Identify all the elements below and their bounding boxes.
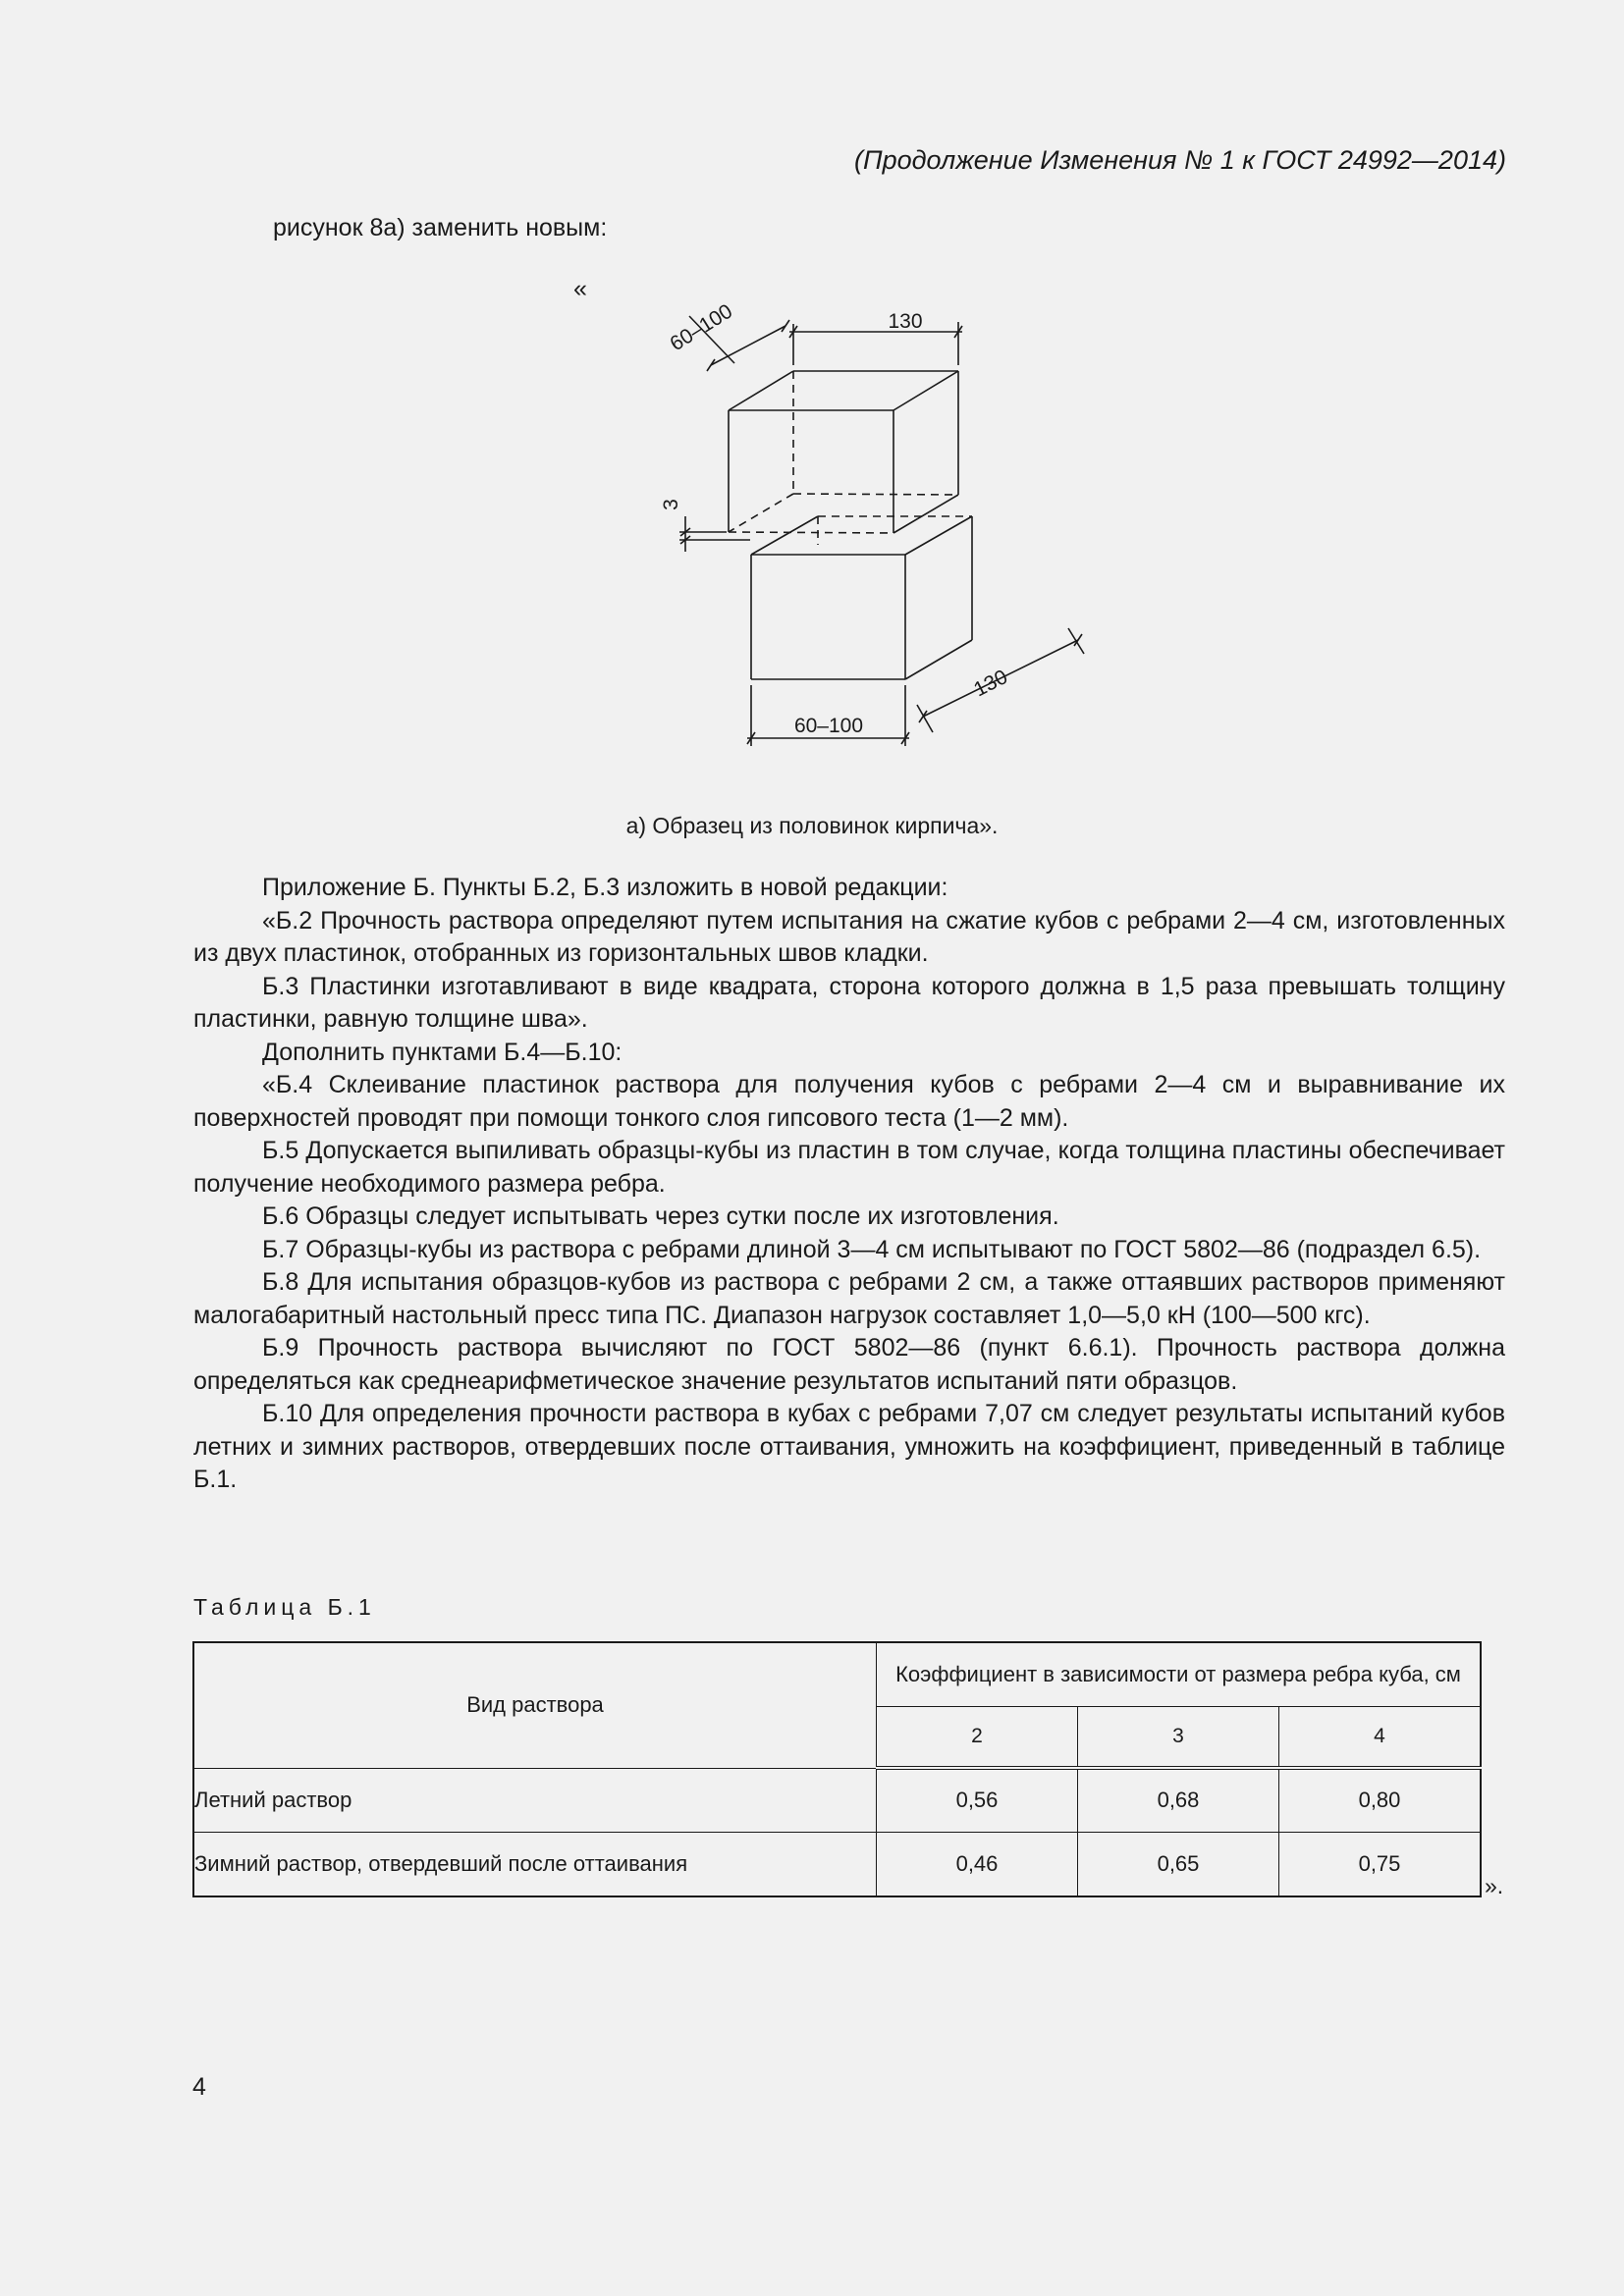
header-coefficient: Коэффициент в зависимости от размера ребра куба, см (877, 1642, 1482, 1707)
header-size-2: 2 (877, 1707, 1078, 1769)
dim-gap-lines (679, 516, 750, 552)
table-row (193, 1832, 1481, 1896)
dim-gap-label: 3 (660, 499, 682, 510)
header-size-3: 3 (1078, 1707, 1279, 1769)
paragraph: «Б.4 Склеивание пластинок раствора для получения кубов с ребрами 2—4 см и выравнивание их поверхностей проводят при помощи тонкого слоя гипсового теста (1—2 мм). (193, 1071, 1505, 1132)
coefficient-table-wrapper (192, 1641, 1482, 1897)
page-number: 4 (192, 2073, 206, 2101)
dim-top-depth-label: 60–100 (666, 299, 737, 356)
table-row (193, 1768, 1481, 1832)
cell-value: 0,56 (877, 1768, 1078, 1832)
cell-value: 0,80 (1279, 1768, 1482, 1832)
brick-specimen-figure (628, 294, 1119, 766)
cell-value: 0,75 (1279, 1832, 1482, 1896)
header-mortar-type: Вид раствора (193, 1642, 877, 1768)
dim-bottom-width-label: 60–100 (793, 715, 864, 737)
closing-quote: ». (1485, 1873, 1504, 1898)
intro-line: рисунок 8а) заменить новым: (273, 214, 608, 241)
row-label: Летний раствор (193, 1768, 877, 1832)
coefficient-table (192, 1641, 1482, 1897)
body-text (193, 872, 1505, 1497)
paragraph: Б.6 Образцы следует испытывать через сутки после их изготовления. (262, 1202, 1059, 1230)
lower-brick (751, 516, 972, 679)
document-header: (Продолжение Изменения № 1 к ГОСТ 24992—2014) (854, 145, 1506, 175)
header-size-4: 4 (1279, 1707, 1482, 1769)
dim-top-length-label: 130 (888, 310, 923, 333)
upper-brick (729, 371, 958, 533)
paragraph: Б.10 Для определения прочности раствора в кубах с ребрами 7,07 см следует результаты испытаний кубов летних и зимних растворов, отвердевших после оттаивания, умножить на коэффициент, приведенный в таблице Б.1. (193, 1400, 1505, 1493)
table-title: Таблица Б.1 (193, 1594, 376, 1620)
opening-quote: « (573, 275, 587, 302)
brick-specimen-drawing (628, 294, 1119, 766)
paragraph: Дополнить пунктами Б.4—Б.10: (262, 1038, 623, 1066)
paragraph: Б.3 Пластинки изготавливают в виде квадрата, сторона которого должна в 1,5 раза превышать толщину пластинки, равную толщине шва». (193, 972, 1505, 1033)
paragraph: Б.7 Образцы-кубы из раствора с ребрами длиной 3—4 см испытывают по ГОСТ 5802—86 (подраздел 6.5). (262, 1235, 1482, 1263)
paragraph: Б.8 Для испытания образцов-кубов из раствора с ребрами 2 см, а также оттаявших растворов применяют малогабаритный настольный пресс типа ПС. Диапазон нагрузок составляет 1,0—5,0 кН (100—500 кгс). (193, 1268, 1505, 1329)
figure-caption: а) Образец из половинок кирпича». (625, 813, 999, 838)
dim-top-length-lines (789, 322, 962, 365)
paragraph: Б.5 Допускается выпиливать образцы-кубы из пластин в том случае, когда толщина пластины обеспечивает получение необходимого размера ребра. (193, 1137, 1505, 1198)
cell-value: 0,68 (1078, 1768, 1279, 1832)
paragraph: Приложение Б. Пункты Б.2, Б.3 изложить в новой редакции: (262, 874, 948, 901)
cell-value: 0,65 (1078, 1832, 1279, 1896)
row-label: Зимний раствор, отвердевший после оттаивания (193, 1832, 877, 1896)
paragraph: Б.9 Прочность раствора вычисляют по ГОСТ 5802—86 (пункт 6.6.1). Прочность раствора должна определяться как среднеарифметическое значение результатов испытаний пяти образцов. (193, 1334, 1505, 1395)
cell-value: 0,46 (877, 1832, 1078, 1896)
paragraph: «Б.2 Прочность раствора определяют путем испытания на сжатие кубов с ребрами 2—4 см, изготовленных из двух пластинок, отобранных из горизонтальных швов кладки. (193, 906, 1505, 967)
dim-bottom-length-label: 130 (970, 666, 1011, 702)
